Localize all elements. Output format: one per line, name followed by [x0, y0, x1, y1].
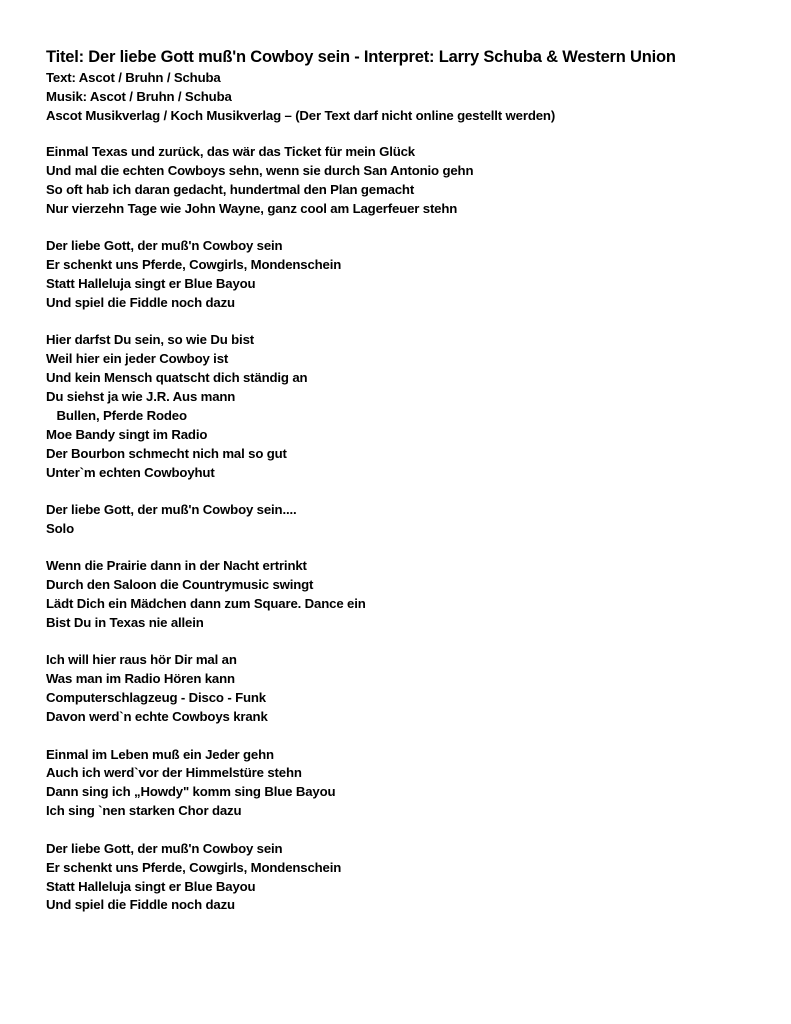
lyric-line: Moe Bandy singt im Radio [46, 426, 208, 442]
lyric-line: Bullen, Pferde Rodeo [46, 407, 187, 423]
lyric-line: Unter`m echten Cowboyhut [46, 464, 215, 480]
lyric-line: Der liebe Gott, der muß'n Cowboy sein [46, 840, 283, 856]
lyrics-document [46, 46, 766, 934]
publisher-note: Ascot Musikverlag / Koch Musikverlag – (Der Text darf nicht online gestellt werden) [46, 108, 556, 123]
lyric-line: Ich sing `nen starken Chor dazu [46, 803, 242, 819]
lyric-line: Der liebe Gott, der muß'n Cowboy sein [46, 238, 283, 254]
stanza-verse-2 [46, 331, 766, 482]
stanza-verse-5 [46, 746, 766, 822]
lyric-line: Auch ich werd`vor der Himmelstüre stehn [46, 765, 302, 781]
lyric-line: Lädt Dich ein Mädchen dann zum Square. Dance ein [46, 596, 366, 612]
lyric-line: Ich will hier raus hör Dir mal an [46, 652, 237, 668]
stanza-verse-4 [46, 651, 766, 727]
lyric-line: Davon werd`n echte Cowboys krank [46, 709, 268, 725]
lyric-line: Der Bourbon schmecht nich mal so gut [46, 445, 287, 461]
stanza-chorus-final [46, 840, 766, 916]
lyric-line: Durch den Saloon die Countrymusic swingt [46, 577, 314, 593]
lyric-line: Was man im Radio Hören kann [46, 671, 235, 687]
lyric-line: Der liebe Gott, der muß'n Cowboy sein.... [46, 502, 297, 517]
document-header [46, 46, 766, 125]
lyric-line: Er schenkt uns Pferde, Cowgirls, Mondenschein [46, 257, 342, 273]
stanza-verse-1 [46, 143, 766, 219]
lyric-line: Einmal Texas und zurück, das wär das Ticket für mein Glück [46, 144, 415, 159]
stanza-chorus-solo [46, 501, 766, 539]
lyric-line: Statt Halleluja singt er Blue Bayou [46, 275, 256, 291]
lyric-line: Du siehst ja wie J.R. Aus mann [46, 388, 236, 404]
lyric-line: Hier darfst Du sein, so wie Du bist [46, 332, 254, 348]
lyric-line: Er schenkt uns Pferde, Cowgirls, Mondenschein [46, 859, 342, 875]
music-credit: Musik: Ascot / Bruhn / Schuba [46, 89, 232, 104]
lyric-line: Solo [46, 520, 74, 536]
lyric-line: Wenn die Prairie dann in der Nacht ertrinkt [46, 558, 307, 574]
lyric-line: Statt Halleluja singt er Blue Bayou [46, 878, 256, 894]
lyric-line: Dann sing ich „Howdy" komm sing Blue Bayou [46, 784, 336, 800]
lyric-line: Und mal die echten Cowboys sehn, wenn sie durch San Antonio gehn [46, 162, 474, 178]
lyric-line: Nur vierzehn Tage wie John Wayne, ganz cool am Lagerfeuer stehn [46, 200, 458, 216]
lyric-line: Weil hier ein jeder Cowboy ist [46, 351, 229, 367]
lyric-line: Einmal im Leben muß ein Jeder gehn [46, 746, 274, 762]
song-title: Titel: Der liebe Gott muß'n Cowboy sein - Interpret: Larry Schuba & Western Union [46, 48, 676, 66]
lyric-line: Und kein Mensch quatscht dich ständig an [46, 370, 308, 386]
stanza-verse-3 [46, 557, 766, 633]
lyric-line: Und spiel die Fiddle noch dazu [46, 897, 235, 913]
text-credit: Text: Ascot / Bruhn / Schuba [46, 70, 221, 85]
lyric-line: So oft hab ich daran gedacht, hundertmal den Plan gemacht [46, 181, 415, 197]
stanza-chorus-1 [46, 237, 766, 313]
lyric-line: Und spiel die Fiddle noch dazu [46, 294, 235, 310]
lyric-line: Bist Du in Texas nie allein [46, 615, 204, 631]
lyric-line: Computerschlagzeug - Disco - Funk [46, 690, 266, 706]
